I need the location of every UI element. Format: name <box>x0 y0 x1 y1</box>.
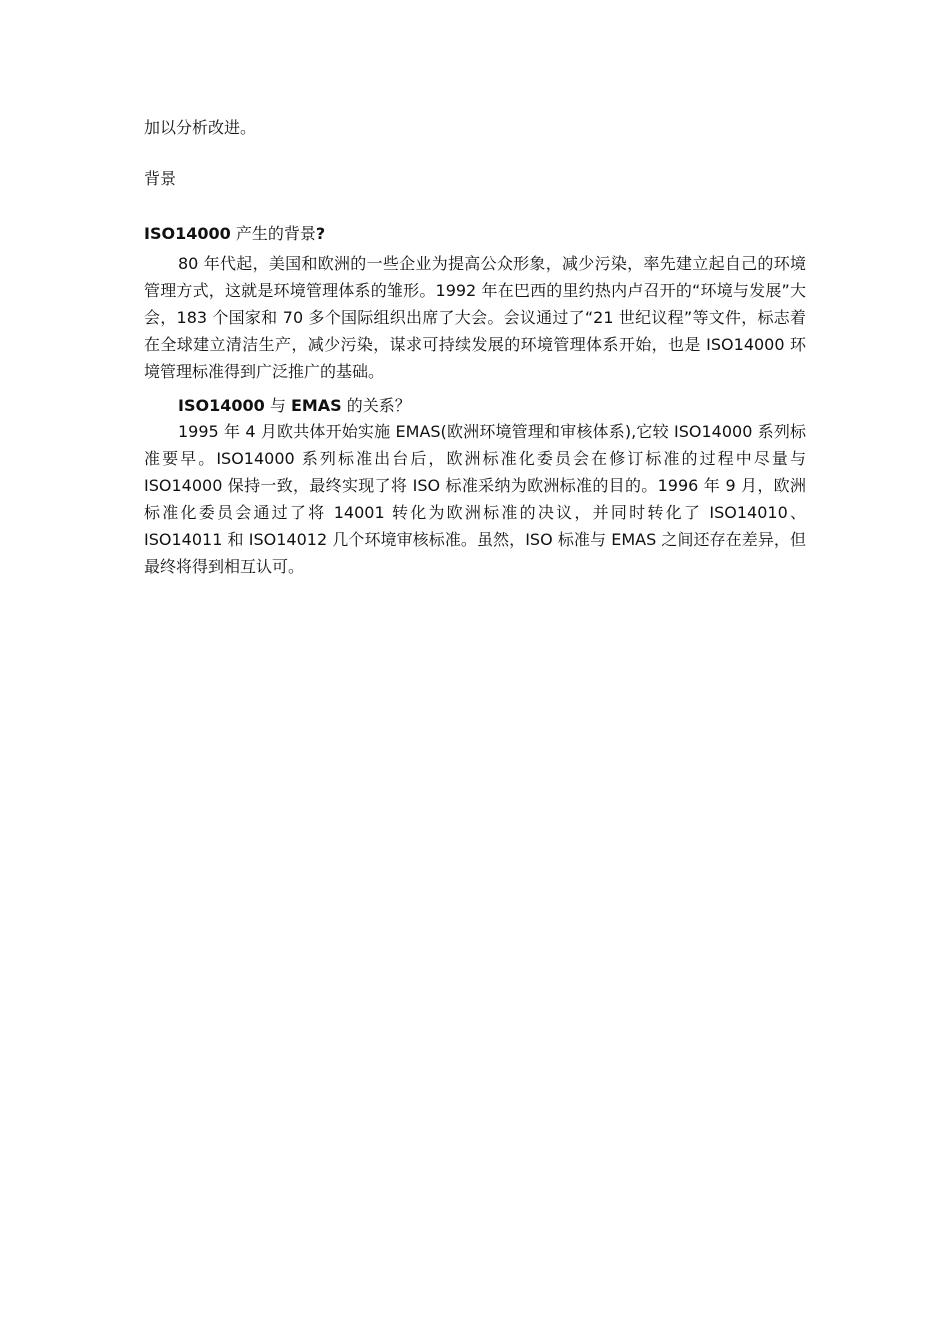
question-1-term: ISO14000 <box>144 224 231 243</box>
question-heading-1 <box>144 224 325 244</box>
question-2-connector: 与 <box>264 396 291 415</box>
question-1-mark: ? <box>315 224 326 243</box>
question-2-term-emas: EMAS <box>290 396 342 415</box>
question-2-text: 的关系？ <box>341 396 411 415</box>
section-label: 背景 <box>144 169 177 188</box>
question-1-text: 产生的背景 <box>230 224 316 243</box>
question-2-term-iso: ISO14000 <box>178 396 265 415</box>
paragraph-background: 80 年代起，美国和欧洲的一些企业为提高公众形象，减少污染，率先建立起自己的环境管理方式，这就是环境管理体系的雏形。1992 年在巴西的里约热内卢召开的“环境与发展”大会，183 个国家和 70 多个国际组织出席了大会。会议通过了“21 世纪议程”等文件，标志着在全球建立清洁生产，减少污染，谋求可持续发展的环境管理体系开始，也是 ISO14000 环境管理标准得到广泛推广的基础。 <box>144 254 806 381</box>
question-heading-2 <box>178 396 411 416</box>
continuation-line: 加以分析改进。 <box>144 118 257 137</box>
paragraph-relationship: 1995 年 4 月欧共体开始实施 EMAS(欧洲环境管理和审核体系),它较 ISO14000 系列标准要早。ISO14000 系列标准出台后，欧洲标准化委员会在修订标准的过程中尽量与 ISO14000 保持一致，最终实现了将 ISO 标准采纳为欧洲标准的目的。1996 年 9 月，欧洲标准化委员会通过了将 14001 转化为欧洲标准的决议，并同时转化了 ISO14010、ISO14011 和 ISO14012 几个环境审核标准。虽然，ISO 标准与 EMAS 之间还存在差异，但最终将得到相互认可。 <box>144 422 806 576</box>
